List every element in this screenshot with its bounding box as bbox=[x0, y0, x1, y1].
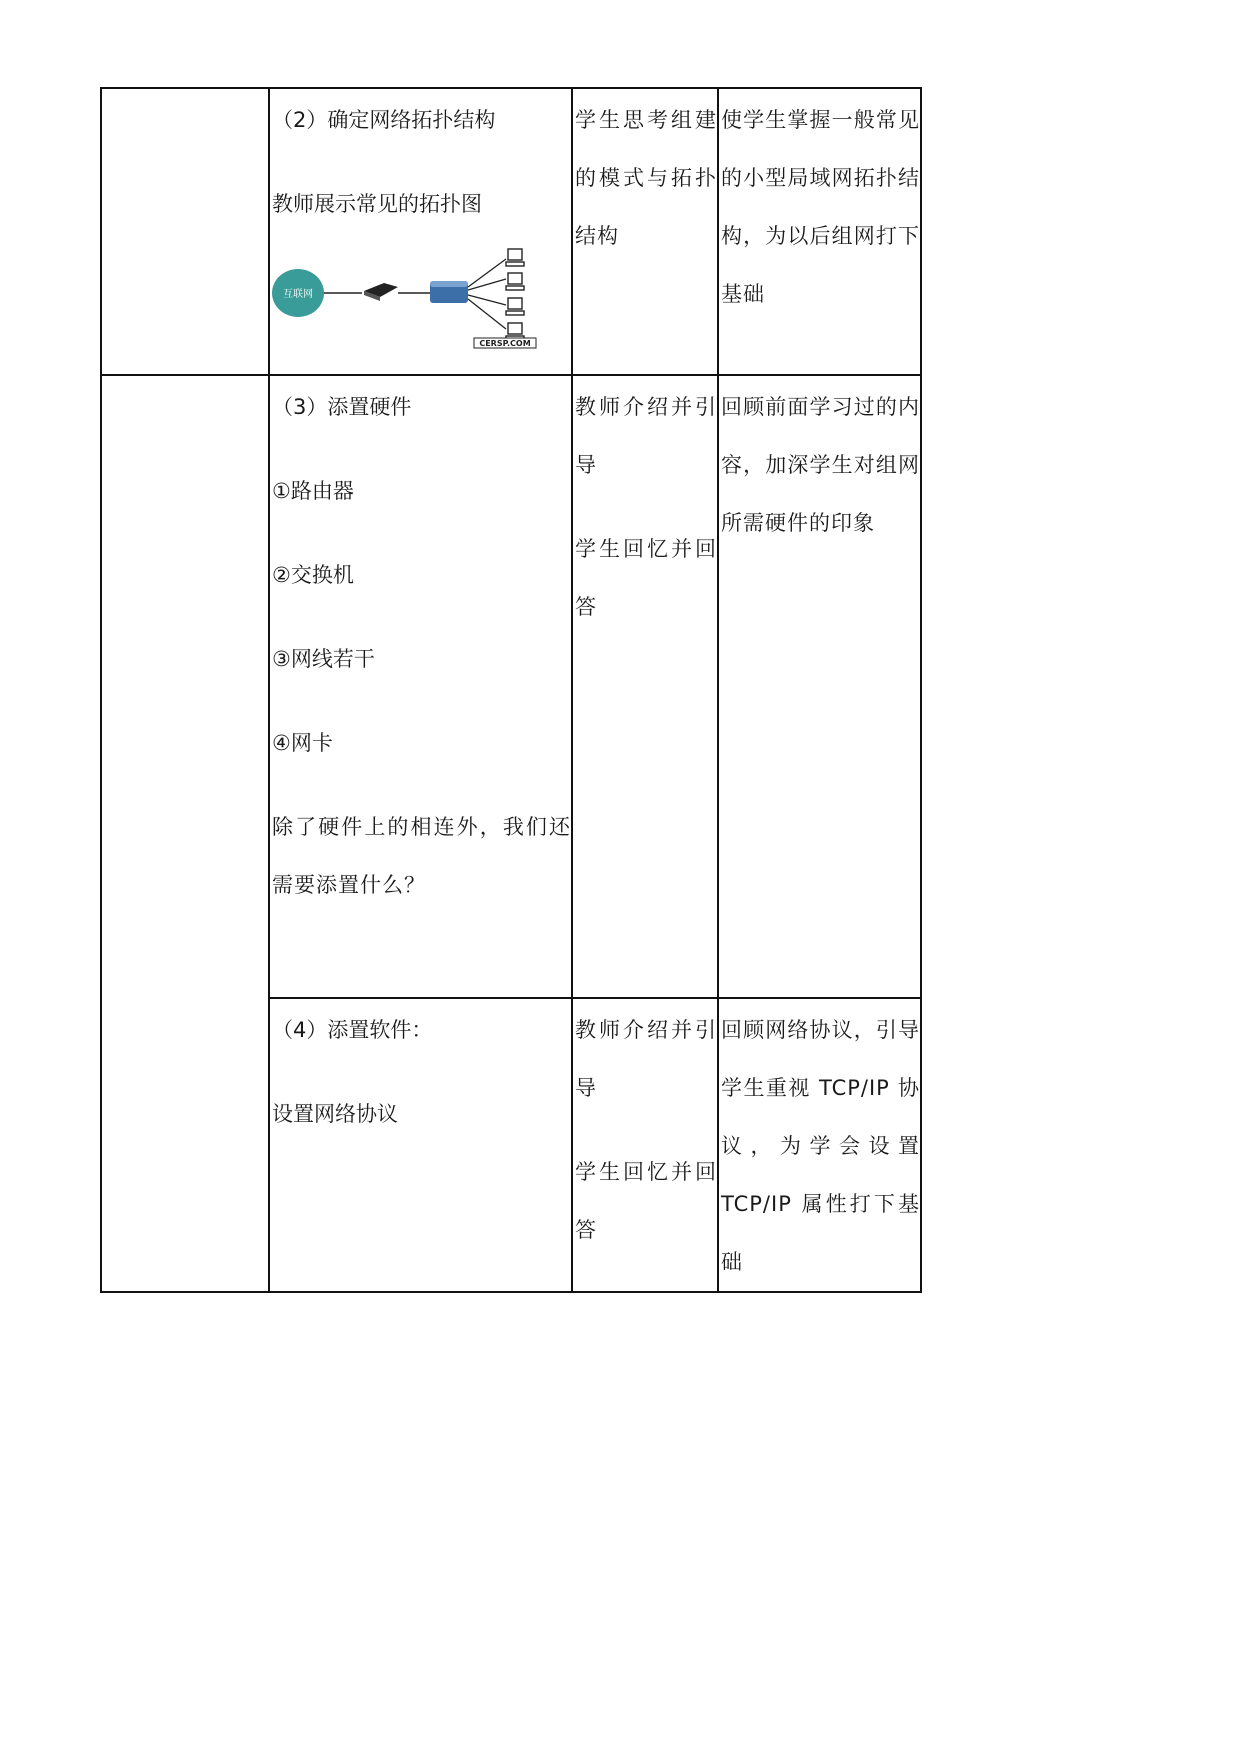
activity-text: 教师介绍并引导 bbox=[575, 1018, 717, 1100]
content-cell bbox=[269, 375, 572, 998]
activity-text: 学生思考组建的模式与拓扑结构 bbox=[575, 108, 717, 248]
activity-cell bbox=[572, 88, 718, 375]
content-line: ③网线若干 bbox=[272, 647, 375, 671]
watermark-text: CERSP.COM bbox=[479, 339, 531, 348]
stage-cell bbox=[101, 375, 269, 1292]
computer-icon bbox=[506, 273, 524, 290]
content-line: ④网卡 bbox=[272, 731, 333, 755]
switch-icon bbox=[430, 281, 468, 303]
topology-diagram bbox=[272, 235, 542, 350]
purpose-text: 回顾网络协议，引导学生重视 TCP/IP 协议，为学会设置 TCP/IP 属性打下基础 bbox=[721, 1018, 920, 1274]
table-row bbox=[101, 88, 921, 375]
section-heading: （4）添置软件： bbox=[272, 1018, 433, 1042]
purpose-cell bbox=[718, 998, 921, 1292]
purpose-cell bbox=[718, 88, 921, 375]
activity-text: 学生回忆并回答 bbox=[575, 1160, 717, 1242]
purpose-text: 回顾前面学习过的内容，加深学生对组网所需硬件的印象 bbox=[721, 395, 920, 535]
lesson-plan-table bbox=[100, 87, 922, 1293]
content-cell bbox=[269, 998, 572, 1292]
content-line: 教师展示常见的拓扑图 bbox=[272, 192, 482, 216]
content-cell bbox=[269, 88, 572, 375]
computer-icon bbox=[506, 323, 524, 340]
stage-cell bbox=[101, 88, 269, 375]
table-row bbox=[101, 375, 921, 998]
content-line: 除了硬件上的相连外，我们还需要添置什么？ bbox=[272, 815, 571, 897]
activity-cell bbox=[572, 375, 718, 998]
cloud-label: 互联网 bbox=[283, 289, 313, 300]
activity-text: 学生回忆并回答 bbox=[575, 537, 717, 619]
activity-cell bbox=[572, 998, 718, 1292]
content-line: ①路由器 bbox=[272, 479, 354, 503]
section-heading: （2）确定网络拓扑结构 bbox=[272, 108, 496, 132]
content-line: 设置网络协议 bbox=[272, 1102, 398, 1126]
computer-icon bbox=[506, 249, 524, 266]
computer-icon bbox=[506, 298, 524, 315]
activity-text: 教师介绍并引导 bbox=[575, 395, 717, 477]
purpose-text: 使学生掌握一般常见的小型局域网拓扑结构，为以后组网打下基础 bbox=[721, 108, 920, 306]
content-line: ②交换机 bbox=[272, 563, 354, 587]
purpose-cell bbox=[718, 375, 921, 998]
section-heading: （3）添置硬件 bbox=[272, 395, 412, 419]
modem-icon bbox=[364, 283, 398, 301]
